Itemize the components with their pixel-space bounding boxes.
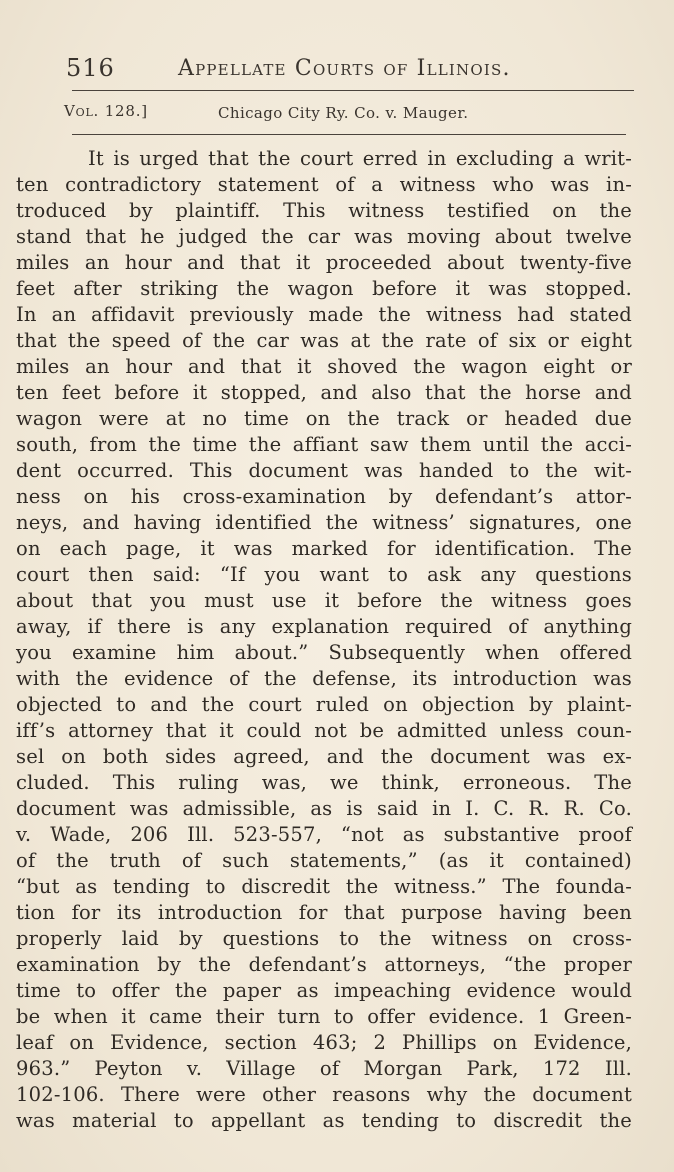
text-line: iff’s attorney that it could not be admitted unless coun- <box>16 719 632 742</box>
text-line: sel on both sides agreed, and the document was ex- <box>16 745 632 768</box>
header-rule <box>72 90 634 91</box>
text-line: properly laid by questions to the witness on cross- <box>16 927 632 950</box>
text-line: objected to and the court ruled on objection by plaint- <box>16 693 632 716</box>
text-line: document was admissible, as is said in I. C. R. R. Co. <box>16 797 632 820</box>
text-line: 102-106. There were other reasons why the document <box>16 1083 632 1106</box>
text-line: troduced by plaintiff. This witness testified on the <box>16 199 632 222</box>
text-line: ten feet before it stopped, and also that the horse and <box>16 381 632 404</box>
text-line: In an affidavit previously made the witness had stated <box>16 303 632 326</box>
text-line: south, from the time the affiant saw them until the acci- <box>16 433 632 456</box>
text-line: feet after striking the wagon before it was stopped. <box>16 277 632 300</box>
text-line: with the evidence of the defense, its introduction was <box>16 667 632 690</box>
text-line: be when it came their turn to offer evidence. 1 Green- <box>16 1005 632 1028</box>
text-line: dent occurred. This document was handed to the wit- <box>16 459 632 482</box>
text-line: that the speed of the car was at the rate of six or eight <box>16 329 632 352</box>
text-line: away, if there is any explanation required of anything <box>16 615 632 638</box>
text-line: time to offer the paper as impeaching evidence would <box>16 979 632 1002</box>
text-line: examination by the defendant’s attorneys, “the proper <box>16 953 632 976</box>
text-line: ness on his cross-examination by defendant’s attor- <box>16 485 632 508</box>
text-line: miles an hour and that it shoved the wagon eight or <box>16 355 632 378</box>
text-line: neys, and having identified the witness’ signatures, one <box>16 511 632 534</box>
text-line: cluded. This ruling was, we think, erroneous. The <box>16 771 632 794</box>
text-line: was material to appellant as tending to discredit the <box>16 1109 632 1132</box>
case-subhead <box>60 100 630 126</box>
text-line: tion for its introduction for that purpose having been <box>16 901 632 924</box>
text-line: ten contradictory statement of a witness who was in- <box>16 173 632 196</box>
text-line: leaf on Evidence, section 463; 2 Phillips on Evidence, <box>16 1031 632 1054</box>
text-line: wagon were at no time on the track or headed due <box>16 407 632 430</box>
subhead-rule <box>72 134 626 135</box>
running-head <box>60 52 630 88</box>
text-line: 963.” Peyton v. Village of Morgan Park, 172 Ill. <box>16 1057 632 1080</box>
text-line: you examine him about.” Subsequently when offered <box>16 641 632 664</box>
text-line: stand that he judged the car was moving about twelve <box>16 225 632 248</box>
text-line: It is urged that the court erred in excluding a writ- <box>88 147 632 170</box>
text-line: miles an hour and that it proceeded about twenty-five <box>16 251 632 274</box>
text-line: of the truth of such statements,” (as it contained) <box>16 849 632 872</box>
volume-label: Vol. 128.] <box>64 102 148 120</box>
text-line: v. Wade, 206 Ill. 523-557, “not as substantive proof <box>16 823 632 846</box>
case-name: Chicago City Ry. Co. v. Mauger. <box>218 104 469 122</box>
text-line: on each page, it was marked for identification. The <box>16 537 632 560</box>
running-title: Appellate Courts of Illinois. <box>178 56 511 81</box>
text-line: “but as tending to discredit the witness.” The founda- <box>16 875 632 898</box>
text-line: court then said: “If you want to ask any questions <box>16 563 632 586</box>
text-line: about that you must use it before the witness goes <box>16 589 632 612</box>
page-number: 516 <box>66 54 115 82</box>
